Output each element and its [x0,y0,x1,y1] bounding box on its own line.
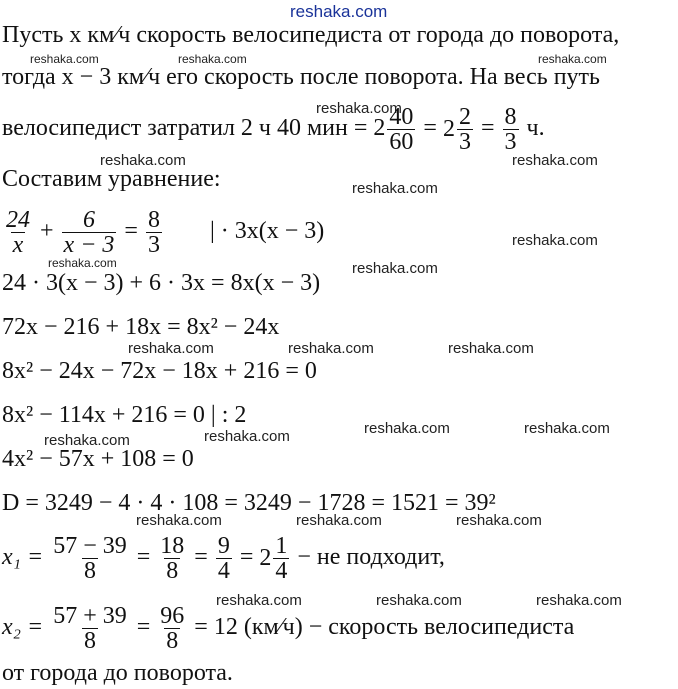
fraction-8-3 [146,208,162,257]
fraction-denominator: 8 [166,627,179,654]
watermark-top: reshaka.com [290,2,388,21]
watermark: reshaka.com [296,512,382,529]
line-total-time: велосипедист затратил 2 ч 40 мин = 2 $\frac{40}{60}$ = 2 $\frac{2}{3}$ = $\frac{8}{3}$ ч. [2,100,545,157]
watermark: reshaka.com [376,592,462,609]
fraction-numerator: 24 [6,206,30,233]
fraction-6-x-minus-3 [62,208,117,257]
mixed-number-2-1-4 [259,527,291,589]
fraction-numerator: 1 [275,532,288,559]
fraction-denominator: 4 [217,557,230,584]
fraction-denominator: x − 3 [63,231,115,258]
fraction-40-60 [387,105,415,154]
watermark: reshaka.com [100,152,186,169]
equation-expanded: 24 · 3(x − 3) + 6 · 3x = 8x(x − 3) [2,270,321,296]
root-x2: x₂ = $\frac{57 + 39}{8}$ = $\frac{96}{8}$ = 12 (км⁄ч) − скорость велосипедиста [2,602,575,654]
equation-collected: 8x² − 24x − 72x − 18x + 216 = 0 [2,358,317,384]
watermark: reshaka.com [352,180,438,197]
mixed-number-2-2-3 [443,101,475,157]
watermark: reshaka.com [512,232,598,249]
watermark: reshaka.com [524,420,610,437]
fraction-denominator: 60 [389,128,414,155]
mixed-whole: 2 [442,116,455,143]
watermark: reshaka.com [364,420,450,437]
watermark: reshaka.com [352,260,438,277]
fraction-96-8 [158,604,186,653]
mixed-whole: 2 [259,545,272,572]
fraction-numerator: 57 + 39 [53,602,127,629]
total-time-text: велосипедист затратил 2 ч 40 мин = 2 [2,115,386,141]
watermark: reshaka.com [512,152,598,169]
fraction-9-4 [216,534,232,583]
fraction-numerator: 8 [504,103,517,130]
fraction-denominator: 8 [83,627,96,654]
fraction-2-3 [457,105,473,154]
watermark: reshaka.com [204,428,290,445]
equation-reduced: 4x² − 57x + 108 = 0 [2,446,194,472]
watermark: reshaka.com [44,432,130,449]
line-conclusion: от города до поворота. [2,660,233,686]
watermark: reshaka.com [48,256,117,270]
fraction-1-4 [273,534,289,583]
time-unit: ч. [526,115,545,141]
watermark: reshaka.com [136,512,222,529]
fraction-x1-a [51,534,129,583]
fraction-denominator: 3 [147,231,160,258]
watermark: reshaka.com [456,512,542,529]
fraction-denominator: 3 [504,128,517,155]
root-label: x₁ = [2,544,44,570]
watermark: reshaka.com [448,340,534,357]
fraction-denominator: 4 [275,557,288,584]
fraction-numerator: 40 [389,103,414,130]
fraction-x2-a [51,604,129,653]
watermark: reshaka.com [288,340,374,357]
fraction-8-3 [503,105,519,154]
equation-simplified: 72x − 216 + 18x = 8x² − 24x [2,314,280,340]
fraction-numerator: 57 − 39 [53,532,127,559]
watermark: reshaka.com [536,592,622,609]
equation-quadratic: 8x² − 114x + 216 = 0 | : 2 [2,402,247,428]
line-compose-equation: Составим уравнение: [2,166,221,192]
watermark: reshaka.com [178,52,247,66]
line-definition: Пусть x км⁄ч скорость велосипедиста от города до поворота, [2,22,620,48]
watermark: reshaka.com [316,100,402,117]
watermark: reshaka.com [538,52,607,66]
fraction-numerator: 6 [82,206,95,233]
fraction-denominator: 8 [83,557,96,584]
discriminant: D = 3249 − 4 · 4 · 108 = 3249 − 1728 = 1521 = 39² [2,490,496,516]
x1-verdict: − не подходит, [297,544,445,570]
fraction-24-x [4,208,32,257]
watermark: reshaka.com [216,592,302,609]
fraction-numerator: 2 [458,103,471,130]
root-label: x₂ = [2,614,44,640]
line-second-speed: тогда x − 3 км⁄ч его скорость после поворота. На весь путь [2,64,600,90]
x2-result: = 12 (км⁄ч) − скорость велосипедиста [194,614,575,640]
fraction-numerator: 8 [147,206,160,233]
fraction-numerator: 18 [160,532,185,559]
fraction-denominator: 8 [166,557,179,584]
watermark: reshaka.com [128,340,214,357]
multiplier-note: | · 3x(x − 3) [209,218,325,244]
fraction-numerator: 9 [217,532,230,559]
fraction-18-8 [158,534,186,583]
fraction-denominator: x [12,231,24,258]
equation-main: $\frac{24}{x}$ + $\frac{6}{x - 3}$ = $\frac{8}{3}$ | · 3x(x − 3) [6,206,325,258]
fraction-numerator: 96 [160,602,185,629]
root-x1: x₁ = $\frac{57 - 39}{8}$ = $\frac{18}{8}$ = $\frac{9}{4}$ = 2 $\frac{1}{4}$ − не подходит, [2,526,445,589]
fraction-denominator: 3 [458,128,471,155]
watermark: reshaka.com [30,52,99,66]
